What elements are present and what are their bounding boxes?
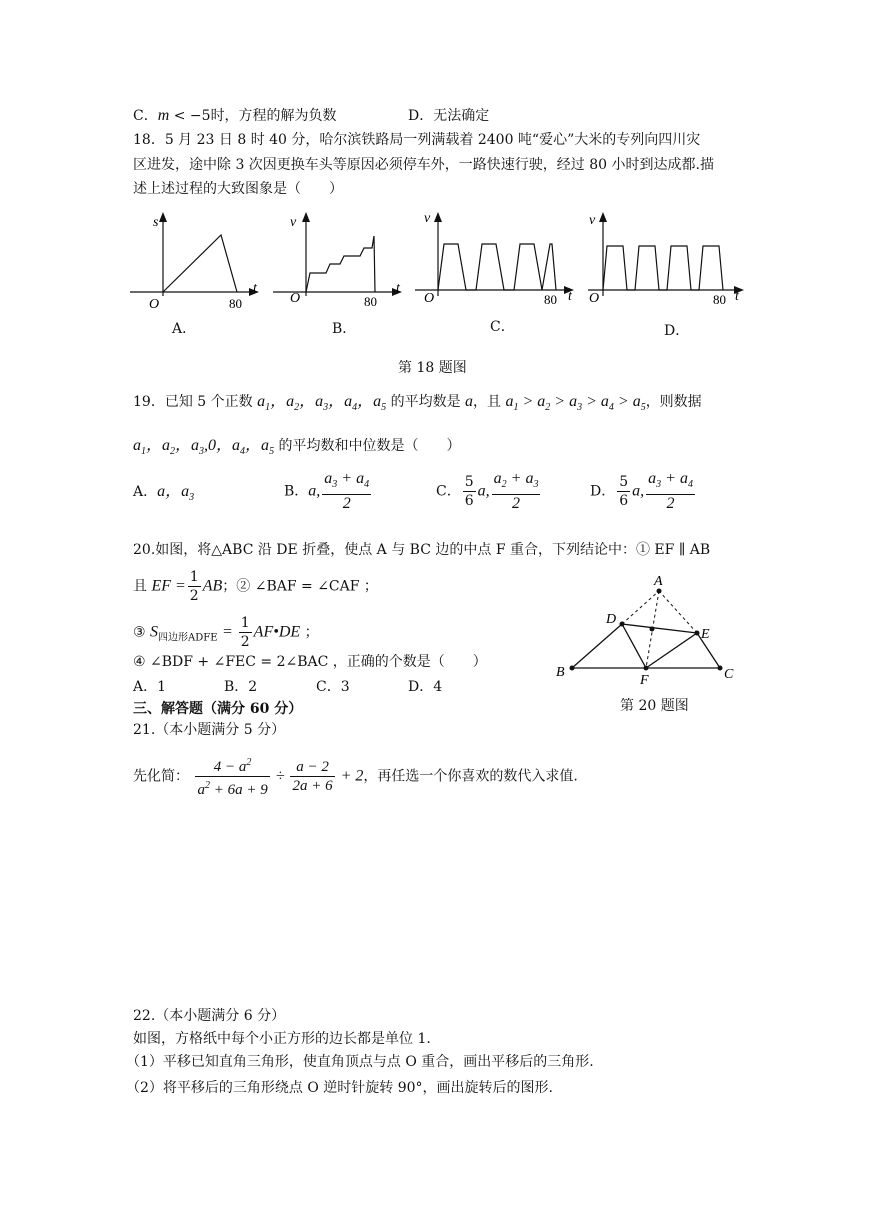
- graph-b-label: B．: [332, 321, 357, 337]
- q20-line3-prefix: ③: [133, 624, 146, 641]
- q18-graph-a: [125, 208, 265, 308]
- q20-option-b: B．2: [224, 679, 258, 695]
- option-label: C．: [436, 483, 461, 500]
- q19-option-b: B．a, $\frac{a_3 + a_4}{2}$: [284, 470, 370, 512]
- q20-option-d: D．4: [408, 679, 443, 695]
- q20-line-1: 20.如图，将△ABC 沿 DE 折叠，使点 A 与 BC 边的中点 F 重合，下列结论中：① EF ∥ AB: [133, 542, 711, 558]
- axis-t: t: [253, 281, 257, 296]
- q20-line2-prefix: 且: [133, 578, 147, 595]
- q21-expression: 先化简： $\frac{4 - a^2}{a^2 + 6a + 9}$ ÷ $\frac{a - 2}{2a + 6}$ + 2，再任选一个你喜欢的数代入求值.: [133, 754, 578, 799]
- axis-t: t: [735, 289, 739, 304]
- var-m: m: [157, 107, 170, 124]
- origin: O: [424, 291, 435, 306]
- q19-line2-text: 的平均数和中位数是（ ）: [278, 438, 461, 454]
- axis-t: t: [396, 281, 400, 296]
- tick-80: 80: [713, 292, 726, 307]
- q22-intro: 如图，方格纸中每个小正方形的边长都是单位 1.: [133, 1031, 431, 1047]
- q20-option-c: C．3: [316, 679, 350, 695]
- q20-line2-mid: ；② ∠BAF = ∠CAF ；: [222, 578, 378, 595]
- q18-line-1: 18．5 月 23 日 8 时 40 分，哈尔滨铁路局一列满载着 2400 吨“爱心”大米的专列向四川灾: [133, 132, 701, 148]
- q18-line-3: 述上述过程的大致图象是（ ）: [133, 181, 343, 197]
- inequality: < −5: [169, 108, 211, 124]
- option-label: B．: [284, 483, 309, 500]
- q19-dataset: $a_1$，$a_2$，$a_3,0$，$a_4$，$a_5$: [133, 437, 275, 457]
- q20-caption: 第 20 题图: [620, 698, 689, 714]
- q20-area-subscript: 四边形ADFE: [158, 632, 218, 644]
- origin: O: [149, 297, 160, 308]
- q19-and: ，且: [473, 394, 502, 410]
- origin: O: [589, 291, 600, 306]
- q22-part-1: （1）平移已知直角三角形，使直角顶点与点 O 重合，画出平移后的三角形.: [126, 1054, 594, 1070]
- q19-option-a: A．a，$a_3$: [133, 483, 195, 503]
- q17-option-c: [133, 106, 337, 126]
- q20-option-a: A．1: [133, 679, 167, 695]
- graph-d-label: D．: [664, 323, 690, 339]
- axis-v: v: [589, 213, 596, 228]
- q21-prefix: 先化简：: [133, 768, 189, 785]
- axis-v: v: [290, 215, 297, 230]
- option-label: D．: [590, 483, 616, 500]
- origin: O: [290, 291, 301, 306]
- q20-figure: [552, 570, 742, 685]
- tick-80: 80: [544, 292, 557, 307]
- q18-line-2: 区进发，途中除 3 次因更换车头等原因必须停车外，一路快速行驶，经过 80 小时到达成都.描: [133, 157, 714, 173]
- var-a: a: [465, 393, 474, 410]
- q19-option-c: C． $\frac{5}{6}$ a, $\frac{a_2 + a_3}{2}$: [436, 470, 539, 512]
- graph-c-label: C．: [490, 319, 515, 335]
- q17-option-d: D．无法确定: [408, 108, 490, 124]
- option-c-label: C．: [133, 108, 158, 124]
- graph-a-label: A．: [172, 321, 197, 337]
- q19-line-1: [133, 392, 702, 418]
- q19-prefix: 19．已知 5 个正数: [133, 394, 253, 410]
- point-a: A: [654, 574, 663, 589]
- q18-graph-c: [410, 208, 580, 308]
- point-c: C: [724, 667, 734, 682]
- q19-line-2: [133, 436, 461, 462]
- tick-80: 80: [229, 296, 242, 308]
- section-3-title: 三、解答题（满分 60 分）: [133, 701, 303, 717]
- q18-caption: 第 18 题图: [398, 360, 467, 376]
- q22-part-2: （2）将平移后的三角形绕点 O 逆时针旋转 90°，画出旋转后的图形.: [126, 1080, 553, 1096]
- q18-graph-b: [268, 208, 408, 308]
- q20-line-4: ④ ∠BDF + ∠FEC = 2∠BAC ，正确的个数是（ ）: [133, 654, 487, 670]
- q18-graph-d: [583, 208, 753, 308]
- point-e: E: [701, 627, 710, 642]
- axis-t: t: [568, 289, 572, 304]
- q19-numbers: $a_1$，$a_2$，$a_3$，$a_4$，$a_5$: [257, 393, 387, 413]
- point-d: D: [606, 612, 617, 627]
- q22-header: 22.（本小题满分 6 分）: [133, 1008, 286, 1024]
- point-b: B: [556, 665, 565, 680]
- q21-header: 21.（本小题满分 5 分）: [133, 722, 286, 738]
- q19-avg-text: 的平均数是: [390, 394, 461, 410]
- q20-line-3: ③ $S_{四边形ADFE}$ = $\frac{1}{2}$ AF•DE ；: [133, 615, 319, 650]
- axis-v: v: [424, 211, 431, 226]
- point-f: F: [640, 673, 649, 685]
- option-label: A．: [133, 484, 158, 500]
- q21-suffix: ，再任选一个你喜欢的数代入求值.: [363, 768, 578, 785]
- axis-s: s: [153, 215, 159, 230]
- q19-then: ，则数据: [645, 394, 702, 410]
- q19-option-d: D． $\frac{5}{6}$ a, $\frac{a_3 + a_4}{2}$: [590, 470, 693, 512]
- option-c-text: 时，方程的解为负数: [210, 108, 337, 124]
- q20-line-2: 且 EF = $\frac{1}{2}$ AB；② ∠BAF = ∠CAF ；: [133, 569, 378, 604]
- tick-80: 80: [364, 294, 377, 308]
- q19-inequality: $a_1 > a_2 > a_3 > a_4 > a_5$: [505, 393, 646, 413]
